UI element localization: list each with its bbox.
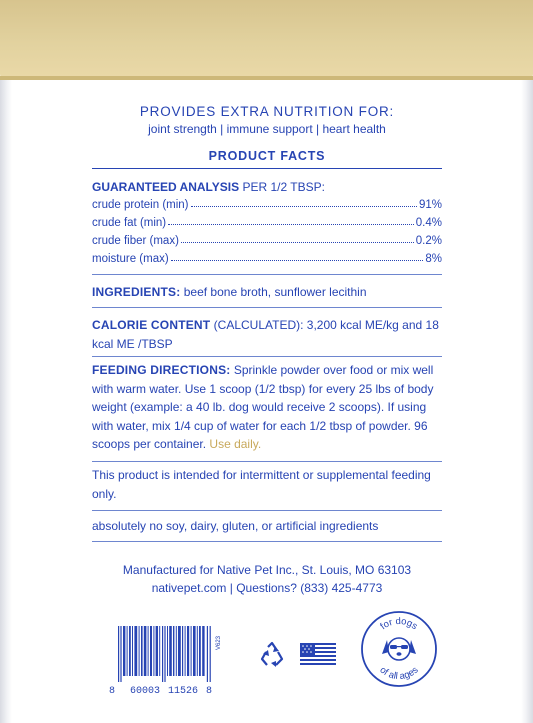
free-from-statement: absolutely no soy, dairy, gluten, or artificial ingredients xyxy=(92,519,379,533)
analysis-row xyxy=(92,195,442,211)
analysis-row xyxy=(92,231,442,247)
dot-leader xyxy=(171,260,424,261)
section-divider xyxy=(92,307,442,308)
container-edge-right xyxy=(521,80,533,723)
nutrition-benefits: joint strength | immune support | heart health xyxy=(148,122,386,136)
container-lid xyxy=(0,0,533,80)
feeding-text: Sprinkle powder over food or mix well with warm water. Use 1 scoop (1/2 tbsp) for every 25 lbs of body weight (example: a 40 lb. dog would receive 2 scoops). If using with water, mix 1/4 cup of water for each 1/2 tbsp of powder. 96 scoops per container. xyxy=(92,363,434,451)
product-facts-title: PRODUCT FACTS xyxy=(208,149,326,163)
section-divider xyxy=(92,274,442,275)
section-divider xyxy=(92,510,442,511)
analysis-row-value: 8% xyxy=(425,253,442,265)
section-divider xyxy=(92,541,442,542)
dot-leader xyxy=(168,224,414,225)
ingredients-label: INGREDIENTS: xyxy=(92,285,181,299)
analysis-label: GUARANTEED ANALYSIS xyxy=(92,180,240,194)
analysis-row-name: crude fat (min) xyxy=(92,217,167,229)
barcode-side-code: V623 xyxy=(216,635,222,650)
calorie-text: (CALCULATED): 3,200 kcal ME/kg and 18 kcal ME /TBSP xyxy=(92,318,439,351)
barcode-last-digit: 8 xyxy=(206,686,213,697)
ingredients-section xyxy=(92,283,442,302)
section-divider xyxy=(92,356,442,357)
feeding-section xyxy=(92,361,442,454)
barcode-first-digit: 8 xyxy=(109,686,116,697)
badge-top-text: for dogs xyxy=(378,615,420,633)
for-dogs-of-all-ages-badge xyxy=(360,610,438,688)
calorie-label: CALORIE CONTENT xyxy=(92,318,211,332)
analysis-row-name: crude fiber (max) xyxy=(92,235,179,247)
analysis-row-value: 0.4% xyxy=(415,217,442,229)
analysis-suffix: PER 1/2 TBSP: xyxy=(239,180,325,194)
dot-leader xyxy=(181,242,414,243)
feeding-label: FEEDING DIRECTIONS: xyxy=(92,363,231,377)
use-daily-highlight: Use daily. xyxy=(209,437,262,451)
us-flag-icon xyxy=(300,643,336,667)
analysis-row-value: 0.2% xyxy=(415,235,442,247)
badge-bottom-text: of all ages xyxy=(377,664,421,683)
container-edge-left xyxy=(0,80,12,723)
analysis-row-value: 91% xyxy=(418,199,442,211)
analysis-row-name: moisture (max) xyxy=(92,253,169,265)
ingredients-text: beef bone broth, sunflower lecithin xyxy=(180,285,367,299)
supplemental-notice: This product is intended for intermittent or supplemental feeding only. xyxy=(92,468,431,501)
calorie-section xyxy=(92,316,442,353)
recycle-icon xyxy=(258,641,286,669)
facts-divider xyxy=(92,168,442,169)
guaranteed-analysis-heading xyxy=(92,180,325,194)
barcode-left-group: 60003 xyxy=(130,686,161,697)
contact-line: nativepet.com | Questions? (833) 425-4773 xyxy=(151,581,383,595)
barcode xyxy=(118,626,212,682)
nutrition-heading: PROVIDES EXTRA NUTRITION FOR: xyxy=(139,104,395,119)
barcode-right-group: 11526 xyxy=(168,686,199,697)
analysis-row xyxy=(92,249,442,265)
analysis-row-name: crude protein (min) xyxy=(92,199,189,211)
analysis-row xyxy=(92,213,442,229)
manufacturer-line: Manufactured for Native Pet Inc., St. Louis, MO 63103 xyxy=(122,563,412,577)
dot-leader xyxy=(191,206,417,207)
section-divider xyxy=(92,461,442,462)
